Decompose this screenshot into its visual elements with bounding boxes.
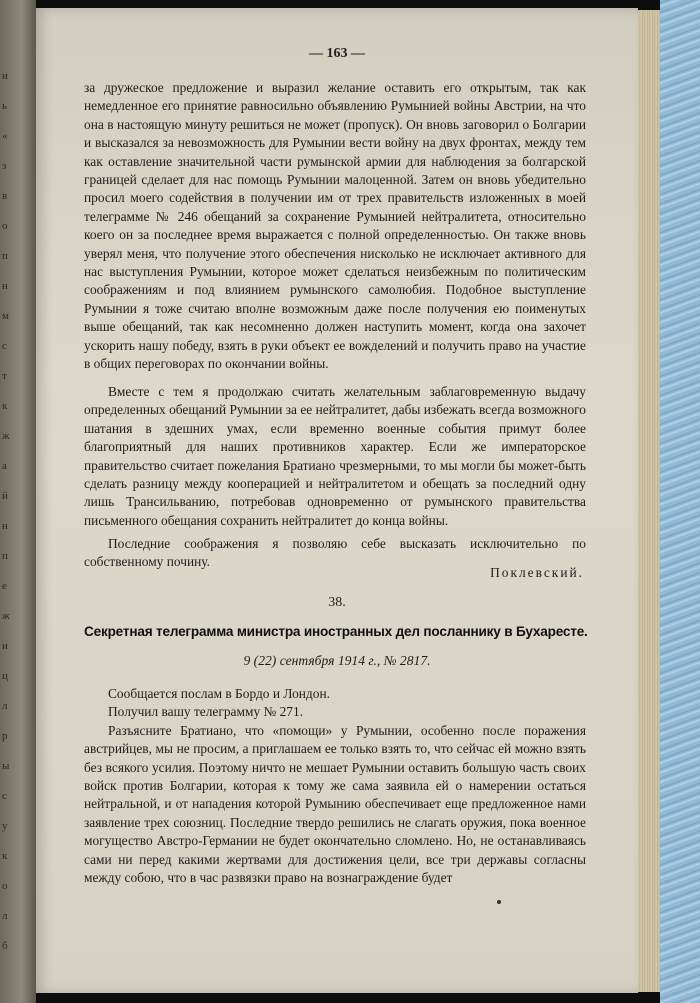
- left-page-fragment: м: [2, 310, 10, 322]
- signature: Поклевский.: [490, 565, 584, 580]
- page-stack-edge: [638, 10, 660, 992]
- left-page-fragment: р: [2, 730, 8, 742]
- line-2: Получил вашу телеграмму № 271.: [108, 704, 304, 720]
- left-page-fragment: ь: [2, 100, 8, 112]
- left-page-fragment: б: [2, 940, 9, 952]
- paragraph-3-text: Последние соображения я позволяю себе высказать исключительно по собственному почину.: [84, 536, 586, 570]
- left-page-fragment: л: [2, 700, 8, 712]
- left-page-fragment: т: [2, 370, 8, 382]
- left-page-fragment: о: [2, 220, 8, 232]
- paragraph-1-text: за дружеское предложение и выразил желание оставить его открытым, так как немедленное его принятие равносильно объявлению Румынией войны Австрии, на что она в настоящую минуту решиться не может (пропуск). Он вновь заговорил о Болгарии и высказался за невозможность для Румынии вести войну на двух фронтах, между тем как оставление значительной части румынской армии для наблюдения за болгарской границей сделает для нас помощь Румынии малоценной. Затем он вновь убедительно просил моего содействия в получении им от трех правительств изложенных в моей телеграмме № 246 обещаний за сохранение Румынией нейтралитета, относительно коего он за последнее время выражается с полной определенностью. Он также вновь уверял меня, что получение этого обеспечения нисколько не исключает активного для нас выступления Румынии, которое может сделаться неизбежным по политическим соображениям и под влиянием румынского самолюбия. Подобное выступление Румынии я тоже считаю вполне возможным даже после получения ею поименутых выше обещаний, так как несомненно должен наступить момент, когда она захочет ускорить нашу победу, взять в руки объект ее вожделений и получить право на участие в общих переговорах по окончании войны.: [84, 80, 586, 372]
- left-page-fragment: н: [2, 520, 9, 532]
- left-page-fragment: ж: [2, 610, 11, 622]
- left-page-fragment: с: [2, 340, 8, 352]
- left-page-fragment: л: [2, 910, 8, 922]
- left-page-edge: [0, 0, 36, 1003]
- paragraph-1: [84, 79, 586, 374]
- left-page-fragment: ц: [2, 670, 9, 682]
- left-page-fragment: ж: [2, 430, 11, 442]
- left-page-fragment: «: [2, 130, 8, 142]
- book-cover: [660, 0, 700, 1003]
- left-page-fragment: и: [2, 640, 9, 652]
- document-heading: Секретная телеграмма министра иностранных дел посланнику в Бухаресте.: [84, 624, 588, 639]
- paragraph-4-text: Разъясните Братиано, что «помощи» у Румынии, особенно после поражения австрийцев, мы не просим, а приглашаем ее только взять то, что сейчас ей можно взять без всякого усилия. Поэтому ничто не мешает Румынии оставить большую часть своих войск против Болгарии, которая к тому же сама заявила ей о намерении остаться нейтральной, и от нападения которой Румынию обеспечивает еще предложенное нами заявление трех союзниц. Последние твердо решились не слагать оружия, пока военное могущество Австро-Германии не будет окончательно сломлено. Но, не останавливаясь сами ни перед какими жертвами для достижения цели, все три державы согласны между собою, что в час развязки право на вознаграждение будет: [84, 722, 586, 886]
- document-date: 9 (22) сентября 1914 г., № 2817.: [243, 653, 431, 668]
- left-page-fragment: п: [2, 250, 9, 262]
- left-page-fragment: о: [2, 880, 8, 892]
- document-number: 38.: [328, 595, 346, 610]
- ink-dot: [497, 900, 501, 904]
- left-page-fragment: н: [2, 280, 9, 292]
- left-page-fragment: у: [2, 820, 8, 832]
- left-page-fragment: п: [2, 550, 9, 562]
- left-page-fragment: к: [2, 400, 8, 412]
- left-page-fragment: ы: [2, 760, 10, 772]
- paragraph-2: [84, 383, 586, 530]
- left-page-fragment: е: [2, 580, 8, 592]
- left-page-fragment: в: [2, 190, 8, 202]
- paragraph-2-text: Вместе с тем я продолжаю считать желательным заблаговременную выдачу определенных обещаний Румынии за ее нейтралитет, дабы избежать всегда возможного шатания в здешних умах, если временно военные события примут более благоприятный для наших противников характер. Если же императорское правительство считает пожелания Братиано чрезмерными, то мы могли бы может-быть сделать разницу между кооперацией и нейтралитетом и обещать за последний одну лишь Трансильванию, потребовав одновременно от румынского правительства письменного обещания сохранить нейтралитет до конца войны.: [84, 384, 586, 528]
- left-page-fragment: з: [2, 160, 7, 172]
- paragraph-4: [84, 685, 586, 887]
- line-1: Сообщается послам в Бордо и Лондон.: [108, 686, 330, 701]
- left-page-fragment: с: [2, 790, 8, 802]
- left-page-fragment: а: [2, 460, 8, 472]
- page-number: — 163 —: [309, 46, 365, 61]
- left-page-fragment: к: [2, 850, 8, 862]
- book-page: [36, 8, 638, 993]
- left-page-fragment: й: [2, 490, 9, 502]
- left-page-fragment: и: [2, 70, 9, 82]
